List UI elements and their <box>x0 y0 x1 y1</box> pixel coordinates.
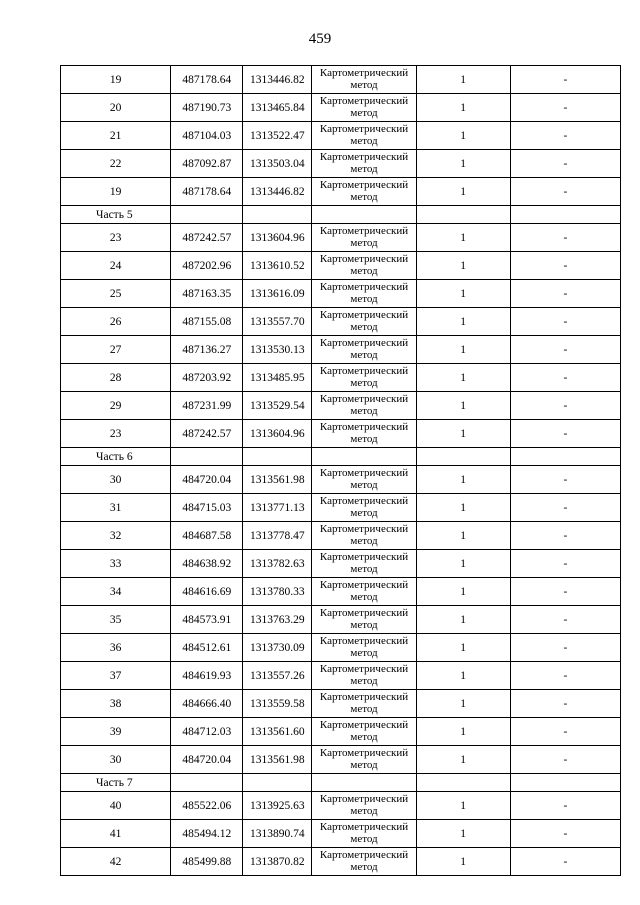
x-coordinate-cell: 484666.40 <box>171 690 243 718</box>
accuracy-cell: 1 <box>416 550 510 578</box>
empty-cell <box>510 206 620 224</box>
empty-cell <box>416 448 510 466</box>
empty-cell <box>312 774 416 792</box>
y-coordinate-cell: 1313557.70 <box>243 308 312 336</box>
method-cell: Картометрический метод <box>312 820 416 848</box>
note-cell: - <box>510 718 620 746</box>
method-cell: Картометрический метод <box>312 606 416 634</box>
y-coordinate-cell: 1313530.13 <box>243 336 312 364</box>
method-cell: Картометрический метод <box>312 336 416 364</box>
table-row <box>61 466 621 494</box>
empty-cell <box>312 448 416 466</box>
empty-cell <box>510 448 620 466</box>
accuracy-cell: 1 <box>416 224 510 252</box>
empty-cell <box>510 774 620 792</box>
y-coordinate-cell: 1313446.82 <box>243 66 312 94</box>
empty-cell <box>312 206 416 224</box>
x-coordinate-cell: 487242.57 <box>171 224 243 252</box>
point-number-cell: 19 <box>61 66 171 94</box>
accuracy-cell: 1 <box>416 420 510 448</box>
accuracy-cell: 1 <box>416 746 510 774</box>
x-coordinate-cell: 485494.12 <box>171 820 243 848</box>
table-row <box>61 494 621 522</box>
table-row <box>61 522 621 550</box>
table-row <box>61 66 621 94</box>
method-cell: Картометрический метод <box>312 280 416 308</box>
y-coordinate-cell: 1313446.82 <box>243 178 312 206</box>
x-coordinate-cell: 487203.92 <box>171 364 243 392</box>
x-coordinate-cell: 487163.35 <box>171 280 243 308</box>
accuracy-cell: 1 <box>416 178 510 206</box>
accuracy-cell: 1 <box>416 634 510 662</box>
accuracy-cell: 1 <box>416 662 510 690</box>
note-cell: - <box>510 150 620 178</box>
note-cell: - <box>510 634 620 662</box>
accuracy-cell: 1 <box>416 466 510 494</box>
note-cell: - <box>510 578 620 606</box>
point-number-cell: 33 <box>61 550 171 578</box>
method-cell: Картометрический метод <box>312 522 416 550</box>
point-number-cell: 41 <box>61 820 171 848</box>
y-coordinate-cell: 1313561.60 <box>243 718 312 746</box>
table-row <box>61 178 621 206</box>
accuracy-cell: 1 <box>416 392 510 420</box>
method-cell: Картометрический метод <box>312 792 416 820</box>
table-row <box>61 308 621 336</box>
part-label: Часть 6 <box>61 448 171 466</box>
y-coordinate-cell: 1313778.47 <box>243 522 312 550</box>
table-row <box>61 420 621 448</box>
y-coordinate-cell: 1313890.74 <box>243 820 312 848</box>
method-cell: Картометрический метод <box>312 718 416 746</box>
empty-cell <box>243 774 312 792</box>
x-coordinate-cell: 484638.92 <box>171 550 243 578</box>
table-row <box>61 252 621 280</box>
table-row <box>61 690 621 718</box>
point-number-cell: 39 <box>61 718 171 746</box>
note-cell: - <box>510 466 620 494</box>
method-cell: Картометрический метод <box>312 122 416 150</box>
method-cell: Картометрический метод <box>312 308 416 336</box>
y-coordinate-cell: 1313780.33 <box>243 578 312 606</box>
table-row <box>61 122 621 150</box>
x-coordinate-cell: 487202.96 <box>171 252 243 280</box>
empty-cell <box>171 774 243 792</box>
y-coordinate-cell: 1313870.82 <box>243 848 312 876</box>
table-row <box>61 718 621 746</box>
point-number-cell: 25 <box>61 280 171 308</box>
point-number-cell: 24 <box>61 252 171 280</box>
x-coordinate-cell: 487155.08 <box>171 308 243 336</box>
point-number-cell: 38 <box>61 690 171 718</box>
method-cell: Картометрический метод <box>312 420 416 448</box>
note-cell: - <box>510 746 620 774</box>
accuracy-cell: 1 <box>416 150 510 178</box>
point-number-cell: 30 <box>61 466 171 494</box>
note-cell: - <box>510 606 620 634</box>
point-number-cell: 34 <box>61 578 171 606</box>
x-coordinate-cell: 485522.06 <box>171 792 243 820</box>
note-cell: - <box>510 820 620 848</box>
table-row <box>61 606 621 634</box>
note-cell: - <box>510 494 620 522</box>
y-coordinate-cell: 1313529.54 <box>243 392 312 420</box>
note-cell: - <box>510 792 620 820</box>
table-row <box>61 820 621 848</box>
point-number-cell: 29 <box>61 392 171 420</box>
accuracy-cell: 1 <box>416 280 510 308</box>
y-coordinate-cell: 1313771.13 <box>243 494 312 522</box>
method-cell: Картометрический метод <box>312 746 416 774</box>
point-number-cell: 32 <box>61 522 171 550</box>
point-number-cell: 23 <box>61 224 171 252</box>
accuracy-cell: 1 <box>416 522 510 550</box>
note-cell: - <box>510 252 620 280</box>
point-number-cell: 42 <box>61 848 171 876</box>
point-number-cell: 37 <box>61 662 171 690</box>
y-coordinate-cell: 1313465.84 <box>243 94 312 122</box>
part-header-row <box>61 774 621 792</box>
point-number-cell: 36 <box>61 634 171 662</box>
coordinates-table <box>60 65 621 876</box>
point-number-cell: 30 <box>61 746 171 774</box>
x-coordinate-cell: 487136.27 <box>171 336 243 364</box>
accuracy-cell: 1 <box>416 718 510 746</box>
method-cell: Картометрический метод <box>312 848 416 876</box>
table-row <box>61 746 621 774</box>
empty-cell <box>243 448 312 466</box>
note-cell: - <box>510 280 620 308</box>
x-coordinate-cell: 487242.57 <box>171 420 243 448</box>
page-number: 459 <box>308 31 332 47</box>
accuracy-cell: 1 <box>416 66 510 94</box>
note-cell: - <box>510 690 620 718</box>
empty-cell <box>243 206 312 224</box>
part-label: Часть 5 <box>61 206 171 224</box>
y-coordinate-cell: 1313557.26 <box>243 662 312 690</box>
table-row <box>61 848 621 876</box>
y-coordinate-cell: 1313561.98 <box>243 746 312 774</box>
note-cell: - <box>510 308 620 336</box>
point-number-cell: 27 <box>61 336 171 364</box>
point-number-cell: 22 <box>61 150 171 178</box>
method-cell: Картометрический метод <box>312 578 416 606</box>
accuracy-cell: 1 <box>416 848 510 876</box>
note-cell: - <box>510 178 620 206</box>
method-cell: Картометрический метод <box>312 224 416 252</box>
accuracy-cell: 1 <box>416 578 510 606</box>
note-cell: - <box>510 122 620 150</box>
method-cell: Картометрический метод <box>312 494 416 522</box>
accuracy-cell: 1 <box>416 94 510 122</box>
note-cell: - <box>510 848 620 876</box>
note-cell: - <box>510 662 620 690</box>
x-coordinate-cell: 484720.04 <box>171 466 243 494</box>
part-header-row <box>61 448 621 466</box>
point-number-cell: 19 <box>61 178 171 206</box>
y-coordinate-cell: 1313604.96 <box>243 420 312 448</box>
note-cell: - <box>510 522 620 550</box>
method-cell: Картометрический метод <box>312 634 416 662</box>
note-cell: - <box>510 66 620 94</box>
accuracy-cell: 1 <box>416 792 510 820</box>
note-cell: - <box>510 94 620 122</box>
note-cell: - <box>510 392 620 420</box>
part-header-row <box>61 206 621 224</box>
method-cell: Картометрический метод <box>312 662 416 690</box>
empty-cell <box>416 206 510 224</box>
method-cell: Картометрический метод <box>312 252 416 280</box>
y-coordinate-cell: 1313522.47 <box>243 122 312 150</box>
table-row <box>61 392 621 420</box>
method-cell: Картометрический метод <box>312 392 416 420</box>
y-coordinate-cell: 1313610.52 <box>243 252 312 280</box>
coordinates-table-body <box>61 66 621 876</box>
accuracy-cell: 1 <box>416 122 510 150</box>
method-cell: Картометрический метод <box>312 550 416 578</box>
method-cell: Картометрический метод <box>312 466 416 494</box>
table-row <box>61 224 621 252</box>
accuracy-cell: 1 <box>416 606 510 634</box>
method-cell: Картометрический метод <box>312 364 416 392</box>
x-coordinate-cell: 487092.87 <box>171 150 243 178</box>
x-coordinate-cell: 484720.04 <box>171 746 243 774</box>
note-cell: - <box>510 336 620 364</box>
x-coordinate-cell: 484715.03 <box>171 494 243 522</box>
accuracy-cell: 1 <box>416 364 510 392</box>
note-cell: - <box>510 224 620 252</box>
x-coordinate-cell: 484616.69 <box>171 578 243 606</box>
table-row <box>61 150 621 178</box>
method-cell: Картометрический метод <box>312 150 416 178</box>
table-row <box>61 364 621 392</box>
method-cell: Картометрический метод <box>312 66 416 94</box>
table-row <box>61 280 621 308</box>
y-coordinate-cell: 1313782.63 <box>243 550 312 578</box>
x-coordinate-cell: 487178.64 <box>171 66 243 94</box>
y-coordinate-cell: 1313763.29 <box>243 606 312 634</box>
y-coordinate-cell: 1313604.96 <box>243 224 312 252</box>
accuracy-cell: 1 <box>416 690 510 718</box>
point-number-cell: 35 <box>61 606 171 634</box>
x-coordinate-cell: 487190.73 <box>171 94 243 122</box>
x-coordinate-cell: 487104.03 <box>171 122 243 150</box>
x-coordinate-cell: 487178.64 <box>171 178 243 206</box>
x-coordinate-cell: 485499.88 <box>171 848 243 876</box>
point-number-cell: 26 <box>61 308 171 336</box>
x-coordinate-cell: 484619.93 <box>171 662 243 690</box>
x-coordinate-cell: 484687.58 <box>171 522 243 550</box>
empty-cell <box>416 774 510 792</box>
point-number-cell: 23 <box>61 420 171 448</box>
note-cell: - <box>510 420 620 448</box>
x-coordinate-cell: 487231.99 <box>171 392 243 420</box>
point-number-cell: 40 <box>61 792 171 820</box>
note-cell: - <box>510 550 620 578</box>
empty-cell <box>171 448 243 466</box>
table-row <box>61 550 621 578</box>
y-coordinate-cell: 1313730.09 <box>243 634 312 662</box>
y-coordinate-cell: 1313616.09 <box>243 280 312 308</box>
method-cell: Картометрический метод <box>312 690 416 718</box>
table-row <box>61 634 621 662</box>
accuracy-cell: 1 <box>416 820 510 848</box>
point-number-cell: 21 <box>61 122 171 150</box>
x-coordinate-cell: 484712.03 <box>171 718 243 746</box>
accuracy-cell: 1 <box>416 336 510 364</box>
y-coordinate-cell: 1313925.63 <box>243 792 312 820</box>
accuracy-cell: 1 <box>416 308 510 336</box>
part-label: Часть 7 <box>61 774 171 792</box>
note-cell: - <box>510 364 620 392</box>
table-row <box>61 336 621 364</box>
point-number-cell: 31 <box>61 494 171 522</box>
table-row <box>61 578 621 606</box>
x-coordinate-cell: 484512.61 <box>171 634 243 662</box>
point-number-cell: 28 <box>61 364 171 392</box>
table-row <box>61 662 621 690</box>
accuracy-cell: 1 <box>416 494 510 522</box>
x-coordinate-cell: 484573.91 <box>171 606 243 634</box>
point-number-cell: 20 <box>61 94 171 122</box>
y-coordinate-cell: 1313561.98 <box>243 466 312 494</box>
table-row <box>61 94 621 122</box>
table-row <box>61 792 621 820</box>
y-coordinate-cell: 1313503.04 <box>243 150 312 178</box>
y-coordinate-cell: 1313559.58 <box>243 690 312 718</box>
accuracy-cell: 1 <box>416 252 510 280</box>
method-cell: Картометрический метод <box>312 94 416 122</box>
y-coordinate-cell: 1313485.95 <box>243 364 312 392</box>
empty-cell <box>171 206 243 224</box>
method-cell: Картометрический метод <box>312 178 416 206</box>
